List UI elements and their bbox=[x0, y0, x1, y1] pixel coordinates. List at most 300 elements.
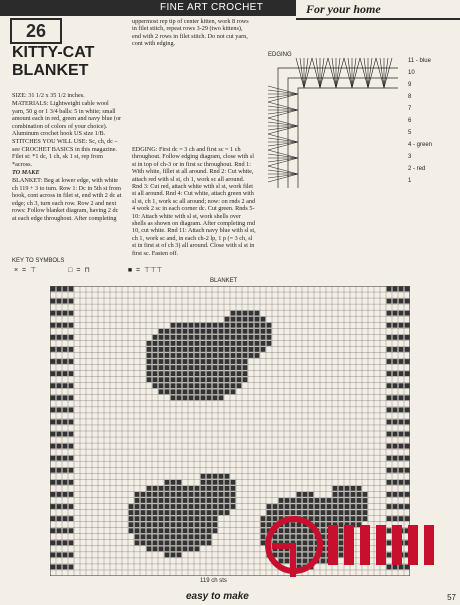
watermark-logo bbox=[262, 505, 452, 595]
filled-cell bbox=[213, 389, 218, 394]
shell-stitch bbox=[268, 158, 298, 162]
filled-cell bbox=[255, 335, 260, 340]
filled-cell bbox=[153, 347, 158, 352]
filled-cell bbox=[153, 371, 158, 376]
filled-cell bbox=[51, 359, 56, 364]
filled-cell bbox=[309, 492, 314, 497]
filled-cell bbox=[159, 522, 164, 527]
filled-cell bbox=[225, 480, 230, 485]
filled-cell bbox=[171, 534, 176, 539]
key-label: KEY TO SYMBOLS bbox=[12, 258, 65, 264]
filled-cell bbox=[393, 456, 398, 461]
filled-cell bbox=[51, 444, 56, 449]
filled-cell bbox=[393, 383, 398, 388]
filled-cell bbox=[177, 540, 182, 545]
shell-stitch bbox=[368, 58, 372, 88]
filled-cell bbox=[51, 480, 56, 485]
shell-stitch bbox=[312, 58, 320, 88]
filled-cell bbox=[405, 407, 410, 412]
shell-stitch bbox=[304, 58, 308, 88]
filled-cell bbox=[69, 347, 74, 352]
filled-cell bbox=[243, 323, 248, 328]
filled-cell bbox=[225, 317, 230, 322]
filled-cell bbox=[351, 486, 356, 491]
filled-cell bbox=[249, 317, 254, 322]
filled-cell bbox=[183, 377, 188, 382]
filled-cell bbox=[57, 492, 62, 497]
filled-cell bbox=[51, 552, 56, 557]
header-title: FINE ART CROCHET bbox=[160, 2, 264, 13]
ch-symbol: ⊓ bbox=[84, 267, 90, 274]
filled-cell bbox=[165, 498, 170, 503]
filled-cell bbox=[51, 432, 56, 437]
filled-cell bbox=[171, 552, 176, 557]
filled-cell bbox=[303, 492, 308, 497]
filled-cell bbox=[399, 407, 404, 412]
filled-cell bbox=[387, 395, 392, 400]
filled-cell bbox=[51, 504, 56, 509]
shell-stitch bbox=[368, 58, 376, 88]
filled-cell bbox=[57, 444, 62, 449]
filled-cell bbox=[225, 335, 230, 340]
filled-cell bbox=[177, 522, 182, 527]
filled-cell bbox=[201, 480, 206, 485]
filled-cell bbox=[399, 456, 404, 461]
filled-cell bbox=[231, 323, 236, 328]
filled-cell bbox=[177, 359, 182, 364]
filled-cell bbox=[195, 365, 200, 370]
filled-cell bbox=[339, 492, 344, 497]
edging-instructions bbox=[132, 146, 256, 258]
filled-cell bbox=[399, 480, 404, 485]
filled-cell bbox=[399, 468, 404, 473]
filled-cell bbox=[219, 329, 224, 334]
filled-cell bbox=[243, 335, 248, 340]
filled-cell bbox=[231, 335, 236, 340]
filled-cell bbox=[345, 486, 350, 491]
filled-cell bbox=[69, 504, 74, 509]
filled-cell bbox=[243, 359, 248, 364]
filled-cell bbox=[165, 329, 170, 334]
blanket-label: BLANKET bbox=[210, 278, 238, 284]
filled-cell bbox=[207, 516, 212, 521]
shell-stitch bbox=[268, 174, 298, 178]
filled-cell bbox=[51, 335, 56, 340]
filled-cell bbox=[207, 323, 212, 328]
filled-cell bbox=[399, 299, 404, 304]
filled-cell bbox=[69, 395, 74, 400]
filled-cell bbox=[189, 540, 194, 545]
filled-cell bbox=[195, 359, 200, 364]
filled-cell bbox=[255, 341, 260, 346]
filled-cell bbox=[165, 504, 170, 509]
filled-cell bbox=[399, 371, 404, 376]
edging-label: EDGING bbox=[268, 52, 292, 58]
filled-cell bbox=[195, 510, 200, 515]
filled-cell bbox=[141, 516, 146, 521]
filled-cell bbox=[201, 528, 206, 533]
filled-cell bbox=[159, 504, 164, 509]
filled-cell bbox=[165, 335, 170, 340]
filled-cell bbox=[153, 353, 158, 358]
filled-cell bbox=[177, 335, 182, 340]
filled-cell bbox=[213, 377, 218, 382]
filled-cell bbox=[171, 347, 176, 352]
filled-cell bbox=[225, 323, 230, 328]
filled-cell bbox=[57, 347, 62, 352]
header-subtitle: For your home bbox=[296, 0, 460, 20]
filled-cell bbox=[165, 371, 170, 376]
filled-cell bbox=[171, 486, 176, 491]
filled-cell bbox=[165, 365, 170, 370]
filled-cell bbox=[387, 359, 392, 364]
filled-cell bbox=[57, 359, 62, 364]
filled-cell bbox=[159, 329, 164, 334]
filled-cell bbox=[207, 377, 212, 382]
filled-cell bbox=[393, 311, 398, 316]
filled-cell bbox=[267, 341, 272, 346]
filled-cell bbox=[69, 299, 74, 304]
filled-cell bbox=[183, 546, 188, 551]
filled-cell bbox=[231, 371, 236, 376]
edging-row-marker: 5 bbox=[408, 130, 412, 136]
filled-cell bbox=[213, 516, 218, 521]
filled-cell bbox=[201, 323, 206, 328]
shell-stitch bbox=[268, 122, 298, 126]
filled-cell bbox=[201, 341, 206, 346]
filled-cell bbox=[171, 510, 176, 515]
filled-cell bbox=[255, 323, 260, 328]
filled-cell bbox=[69, 311, 74, 316]
filled-cell bbox=[405, 383, 410, 388]
filled-cell bbox=[393, 287, 398, 292]
filled-cell bbox=[405, 480, 410, 485]
filled-cell bbox=[183, 516, 188, 521]
filled-cell bbox=[129, 510, 134, 515]
filled-cell bbox=[387, 311, 392, 316]
filled-cell bbox=[231, 480, 236, 485]
filled-cell bbox=[165, 377, 170, 382]
filled-cell bbox=[213, 329, 218, 334]
filled-cell bbox=[357, 486, 362, 491]
filled-cell bbox=[165, 546, 170, 551]
filled-cell bbox=[165, 534, 170, 539]
filled-cell bbox=[387, 287, 392, 292]
shell-stitch bbox=[376, 58, 384, 88]
filled-cell bbox=[177, 347, 182, 352]
filled-cell bbox=[219, 474, 224, 479]
filled-cell bbox=[225, 389, 230, 394]
filled-cell bbox=[147, 371, 152, 376]
filled-cell bbox=[237, 359, 242, 364]
filled-cell bbox=[183, 335, 188, 340]
filled-cell bbox=[129, 504, 134, 509]
filled-cell bbox=[261, 317, 266, 322]
filled-cell bbox=[357, 498, 362, 503]
filled-cell bbox=[393, 468, 398, 473]
filled-cell bbox=[147, 498, 152, 503]
filled-cell bbox=[225, 492, 230, 497]
filled-cell bbox=[147, 522, 152, 527]
filled-cell bbox=[159, 492, 164, 497]
filled-cell bbox=[213, 323, 218, 328]
filled-cell bbox=[195, 371, 200, 376]
filled-cell bbox=[63, 335, 68, 340]
filled-cell bbox=[159, 335, 164, 340]
filled-cell bbox=[201, 534, 206, 539]
filled-cell bbox=[219, 341, 224, 346]
shell-stitch bbox=[268, 102, 298, 110]
filled-cell bbox=[399, 383, 404, 388]
filled-cell bbox=[177, 504, 182, 509]
filled-cell bbox=[195, 383, 200, 388]
filled-cell bbox=[237, 377, 242, 382]
filled-cell bbox=[189, 377, 194, 382]
filled-cell bbox=[69, 407, 74, 412]
filled-cell bbox=[225, 474, 230, 479]
shell-stitch bbox=[268, 94, 298, 102]
filled-cell bbox=[207, 510, 212, 515]
filled-cell bbox=[195, 504, 200, 509]
filled-cell bbox=[255, 347, 260, 352]
filled-cell bbox=[57, 407, 62, 412]
filled-cell bbox=[51, 287, 56, 292]
filled-cell bbox=[243, 341, 248, 346]
filled-cell bbox=[195, 329, 200, 334]
filled-cell bbox=[177, 329, 182, 334]
filled-cell bbox=[207, 383, 212, 388]
filled-cell bbox=[219, 359, 224, 364]
filled-cell bbox=[171, 359, 176, 364]
filled-cell bbox=[225, 359, 230, 364]
filled-cell bbox=[195, 335, 200, 340]
edging-row-marker: 11 - blue bbox=[408, 58, 431, 64]
filled-cell bbox=[231, 353, 236, 358]
filled-cell bbox=[135, 504, 140, 509]
filled-cell bbox=[231, 377, 236, 382]
filled-cell bbox=[177, 552, 182, 557]
materials-text: MATERIALS: Lightweight cable wool yarn, 50 g or 1 3/4 balls: 5 in white; small amount each in red, green and navy blue (or combination of colors of your choice). Aluminum crochet hook US size 1/B. bbox=[12, 100, 122, 138]
filled-cell bbox=[207, 359, 212, 364]
filled-cell bbox=[171, 389, 176, 394]
filled-cell bbox=[207, 347, 212, 352]
filled-cell bbox=[69, 492, 74, 497]
filled-cell bbox=[201, 353, 206, 358]
filled-cell bbox=[51, 383, 56, 388]
shell-stitch bbox=[320, 58, 324, 88]
filled-cell bbox=[393, 359, 398, 364]
filled-cell bbox=[213, 347, 218, 352]
filled-cell bbox=[165, 389, 170, 394]
filled-cell bbox=[171, 546, 176, 551]
filled-cell bbox=[57, 311, 62, 316]
filled-cell bbox=[57, 552, 62, 557]
filled-cell bbox=[189, 498, 194, 503]
filled-cell bbox=[69, 335, 74, 340]
filled-cell bbox=[165, 480, 170, 485]
edging-row-marker: 8 bbox=[408, 94, 412, 100]
page-number: 57 bbox=[447, 593, 456, 602]
filled-cell bbox=[51, 492, 56, 497]
filled-cell bbox=[69, 456, 74, 461]
filled-cell bbox=[165, 540, 170, 545]
filled-cell bbox=[255, 317, 260, 322]
filled-cell bbox=[153, 383, 158, 388]
filled-cell bbox=[207, 335, 212, 340]
filled-cell bbox=[147, 534, 152, 539]
filled-cell bbox=[51, 565, 56, 570]
filled-cell bbox=[153, 546, 158, 551]
filled-cell bbox=[387, 299, 392, 304]
filled-cell bbox=[393, 432, 398, 437]
filled-cell bbox=[357, 492, 362, 497]
filled-cell bbox=[147, 510, 152, 515]
filled-cell bbox=[51, 540, 56, 545]
shell-stitch bbox=[268, 134, 298, 142]
filled-cell bbox=[159, 498, 164, 503]
filled-cell bbox=[201, 329, 206, 334]
shell-stitch bbox=[268, 126, 298, 130]
filled-cell bbox=[207, 395, 212, 400]
filled-cell bbox=[189, 492, 194, 497]
shell-stitch bbox=[268, 166, 298, 174]
filled-cell bbox=[213, 522, 218, 527]
filled-cell bbox=[69, 552, 74, 557]
filled-cell bbox=[261, 335, 266, 340]
filled-cell bbox=[51, 395, 56, 400]
filled-cell bbox=[171, 498, 176, 503]
filled-cell bbox=[237, 353, 242, 358]
filled-cell bbox=[219, 377, 224, 382]
shell-stitch bbox=[316, 58, 320, 88]
filled-cell bbox=[159, 534, 164, 539]
filled-cell bbox=[225, 498, 230, 503]
filled-cell bbox=[225, 353, 230, 358]
filled-cell bbox=[213, 492, 218, 497]
filled-cell bbox=[171, 371, 176, 376]
filled-cell bbox=[363, 498, 368, 503]
filled-cell bbox=[135, 516, 140, 521]
filled-cell bbox=[153, 359, 158, 364]
filled-cell bbox=[201, 516, 206, 521]
filled-cell bbox=[297, 492, 302, 497]
filled-cell bbox=[177, 534, 182, 539]
filled-cell bbox=[213, 341, 218, 346]
filled-cell bbox=[213, 486, 218, 491]
filled-cell bbox=[207, 480, 212, 485]
filled-cell bbox=[255, 311, 260, 316]
filled-cell bbox=[219, 353, 224, 358]
filled-cell bbox=[69, 359, 74, 364]
key-symbol-row bbox=[14, 266, 164, 274]
shell-stitch bbox=[268, 158, 298, 166]
title-line-1: KITTY-CAT bbox=[12, 44, 95, 61]
shell-stitch bbox=[332, 58, 336, 88]
filled-cell bbox=[219, 365, 224, 370]
filled-cell bbox=[69, 565, 74, 570]
filled-cell bbox=[177, 492, 182, 497]
filled-cell bbox=[207, 371, 212, 376]
filled-cell bbox=[237, 347, 242, 352]
edging-row-marker: 6 bbox=[408, 118, 412, 124]
filled-cell bbox=[237, 335, 242, 340]
filled-cell bbox=[57, 335, 62, 340]
filled-cell bbox=[189, 486, 194, 491]
filled-cell bbox=[231, 365, 236, 370]
filled-cell bbox=[63, 432, 68, 437]
shell-stitch bbox=[352, 58, 360, 88]
filled-cell bbox=[51, 420, 56, 425]
filled-cell bbox=[207, 341, 212, 346]
filled-cell bbox=[63, 371, 68, 376]
filled-cell bbox=[243, 311, 248, 316]
filled-cell bbox=[63, 323, 68, 328]
shell-stitch bbox=[296, 58, 304, 88]
filled-cell bbox=[387, 407, 392, 412]
filled-cell bbox=[387, 480, 392, 485]
filled-cell bbox=[249, 353, 254, 358]
filled-cell bbox=[51, 347, 56, 352]
filled-cell bbox=[165, 359, 170, 364]
filled-cell bbox=[399, 395, 404, 400]
filled-cell bbox=[69, 516, 74, 521]
filled-cell bbox=[63, 359, 68, 364]
shell-stitch bbox=[300, 58, 304, 88]
filled-cell bbox=[219, 371, 224, 376]
filled-cell bbox=[387, 335, 392, 340]
filled-cell bbox=[51, 516, 56, 521]
filled-cell bbox=[57, 456, 62, 461]
filled-cell bbox=[399, 311, 404, 316]
filled-cell bbox=[57, 299, 62, 304]
filled-cell bbox=[219, 347, 224, 352]
easy-to-make-badge: easy to make bbox=[186, 591, 249, 602]
filled-cell bbox=[63, 516, 68, 521]
filled-cell bbox=[153, 498, 158, 503]
filled-cell bbox=[177, 486, 182, 491]
filled-cell bbox=[57, 528, 62, 533]
filled-cell bbox=[189, 371, 194, 376]
filled-cell bbox=[63, 347, 68, 352]
filled-cell bbox=[189, 389, 194, 394]
filled-cell bbox=[405, 492, 410, 497]
filled-cell bbox=[207, 522, 212, 527]
filled-cell bbox=[189, 347, 194, 352]
filled-cell bbox=[57, 516, 62, 521]
filled-cell bbox=[393, 347, 398, 352]
shell-stitch bbox=[304, 58, 312, 88]
filled-cell bbox=[387, 420, 392, 425]
filled-cell bbox=[183, 395, 188, 400]
filled-cell bbox=[69, 480, 74, 485]
shell-stitch bbox=[268, 110, 298, 114]
filled-cell bbox=[267, 323, 272, 328]
shell-stitch bbox=[268, 86, 298, 94]
filled-cell bbox=[219, 504, 224, 509]
filled-cell bbox=[135, 522, 140, 527]
filled-cell bbox=[405, 456, 410, 461]
filled-cell bbox=[141, 540, 146, 545]
filled-cell bbox=[141, 504, 146, 509]
filled-cell bbox=[243, 329, 248, 334]
filled-cell bbox=[393, 299, 398, 304]
filled-cell bbox=[159, 383, 164, 388]
filled-cell bbox=[261, 347, 266, 352]
filled-cell bbox=[195, 323, 200, 328]
filled-cell bbox=[219, 389, 224, 394]
filled-cell bbox=[189, 516, 194, 521]
shell-stitch bbox=[268, 126, 298, 134]
